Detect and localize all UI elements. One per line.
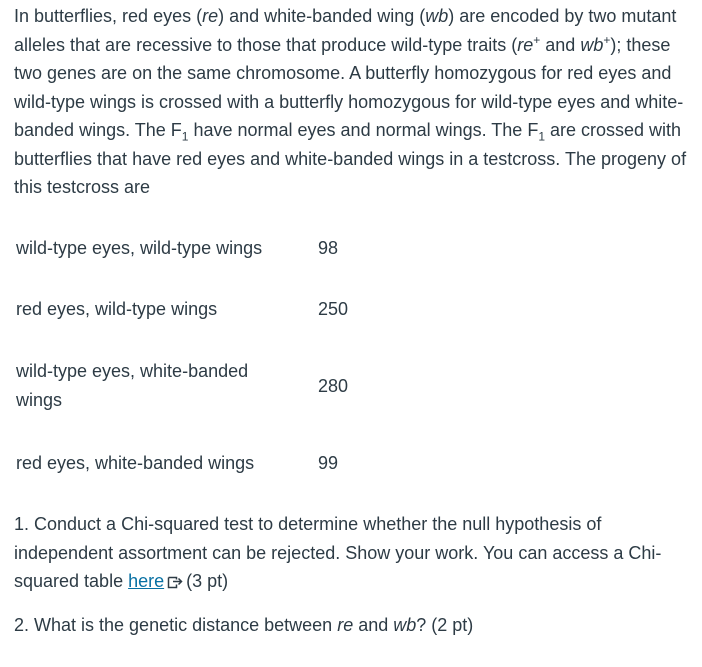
question-1-points: (3 pt) (186, 571, 229, 591)
allele-wb: wb (425, 6, 449, 26)
intro-text: have normal eyes and normal wings. The F (188, 120, 539, 140)
f1-subscript: 1 (181, 129, 189, 144)
table-row (4, 220, 378, 276)
count-cell: 250 (318, 298, 349, 319)
allele-wb-plus: wb (580, 34, 604, 55)
problem-statement (14, 2, 690, 202)
phenotype-cell: red eyes, wild-type wings (16, 298, 218, 319)
plus-superscript: + (533, 32, 541, 47)
progeny-table (4, 220, 378, 496)
count-cell: 98 (318, 237, 339, 258)
f1-subscript: 1 (538, 129, 545, 144)
allele-re: re (337, 615, 354, 635)
question-1-text: 1. Conduct a Chi-squared test to determine whether the null hypothesis of independent assortment can be rejected. Show your work. You can access a Chi-squared table (14, 514, 662, 591)
allele-re-plus: re (517, 34, 534, 55)
table-row (4, 342, 378, 430)
table-row (4, 276, 378, 342)
intro-text: ) are encoded by two mutant alleles that are recessive to those that produce wild-type traits ( (14, 6, 677, 55)
question-1 (14, 510, 690, 598)
count-cell: 99 (318, 452, 339, 473)
question-2 (14, 611, 690, 640)
intro-text: In butterflies, red eyes ( (14, 6, 203, 26)
intro-text: are crossed with butterflies that have red eyes and white-banded wings in a testcross. The progeny of this testcross are (14, 120, 687, 197)
external-link-icon[interactable] (167, 569, 184, 598)
question-2-points: ? (2 pt) (416, 615, 474, 635)
table-row (4, 430, 378, 496)
phenotype-cell: red eyes, white-banded wings (16, 452, 255, 473)
intro-text: and (540, 34, 581, 55)
allele-wb: wb (393, 615, 417, 635)
question-2-text: 2. What is the genetic distance between (14, 615, 338, 635)
plus-superscript: + (603, 32, 611, 47)
question-2-text: and (353, 615, 394, 635)
intro-text: ) and white-banded wing ( (218, 6, 426, 26)
count-cell: 280 (318, 375, 349, 396)
chi-squared-table-link[interactable]: here (128, 571, 165, 591)
phenotype-cell: wild-type eyes, white-banded wings (16, 361, 249, 410)
allele-re: re (202, 6, 219, 26)
intro-text: ); these two genes are on the same chromosome. A butterfly homozygous for red eyes and wild-type wings is crossed with a butterfly homozygous for wild-type eyes and white-banded wings. The F (14, 34, 684, 140)
intro-paragraph (14, 2, 690, 202)
phenotype-cell: wild-type eyes, wild-type wings (16, 237, 263, 258)
